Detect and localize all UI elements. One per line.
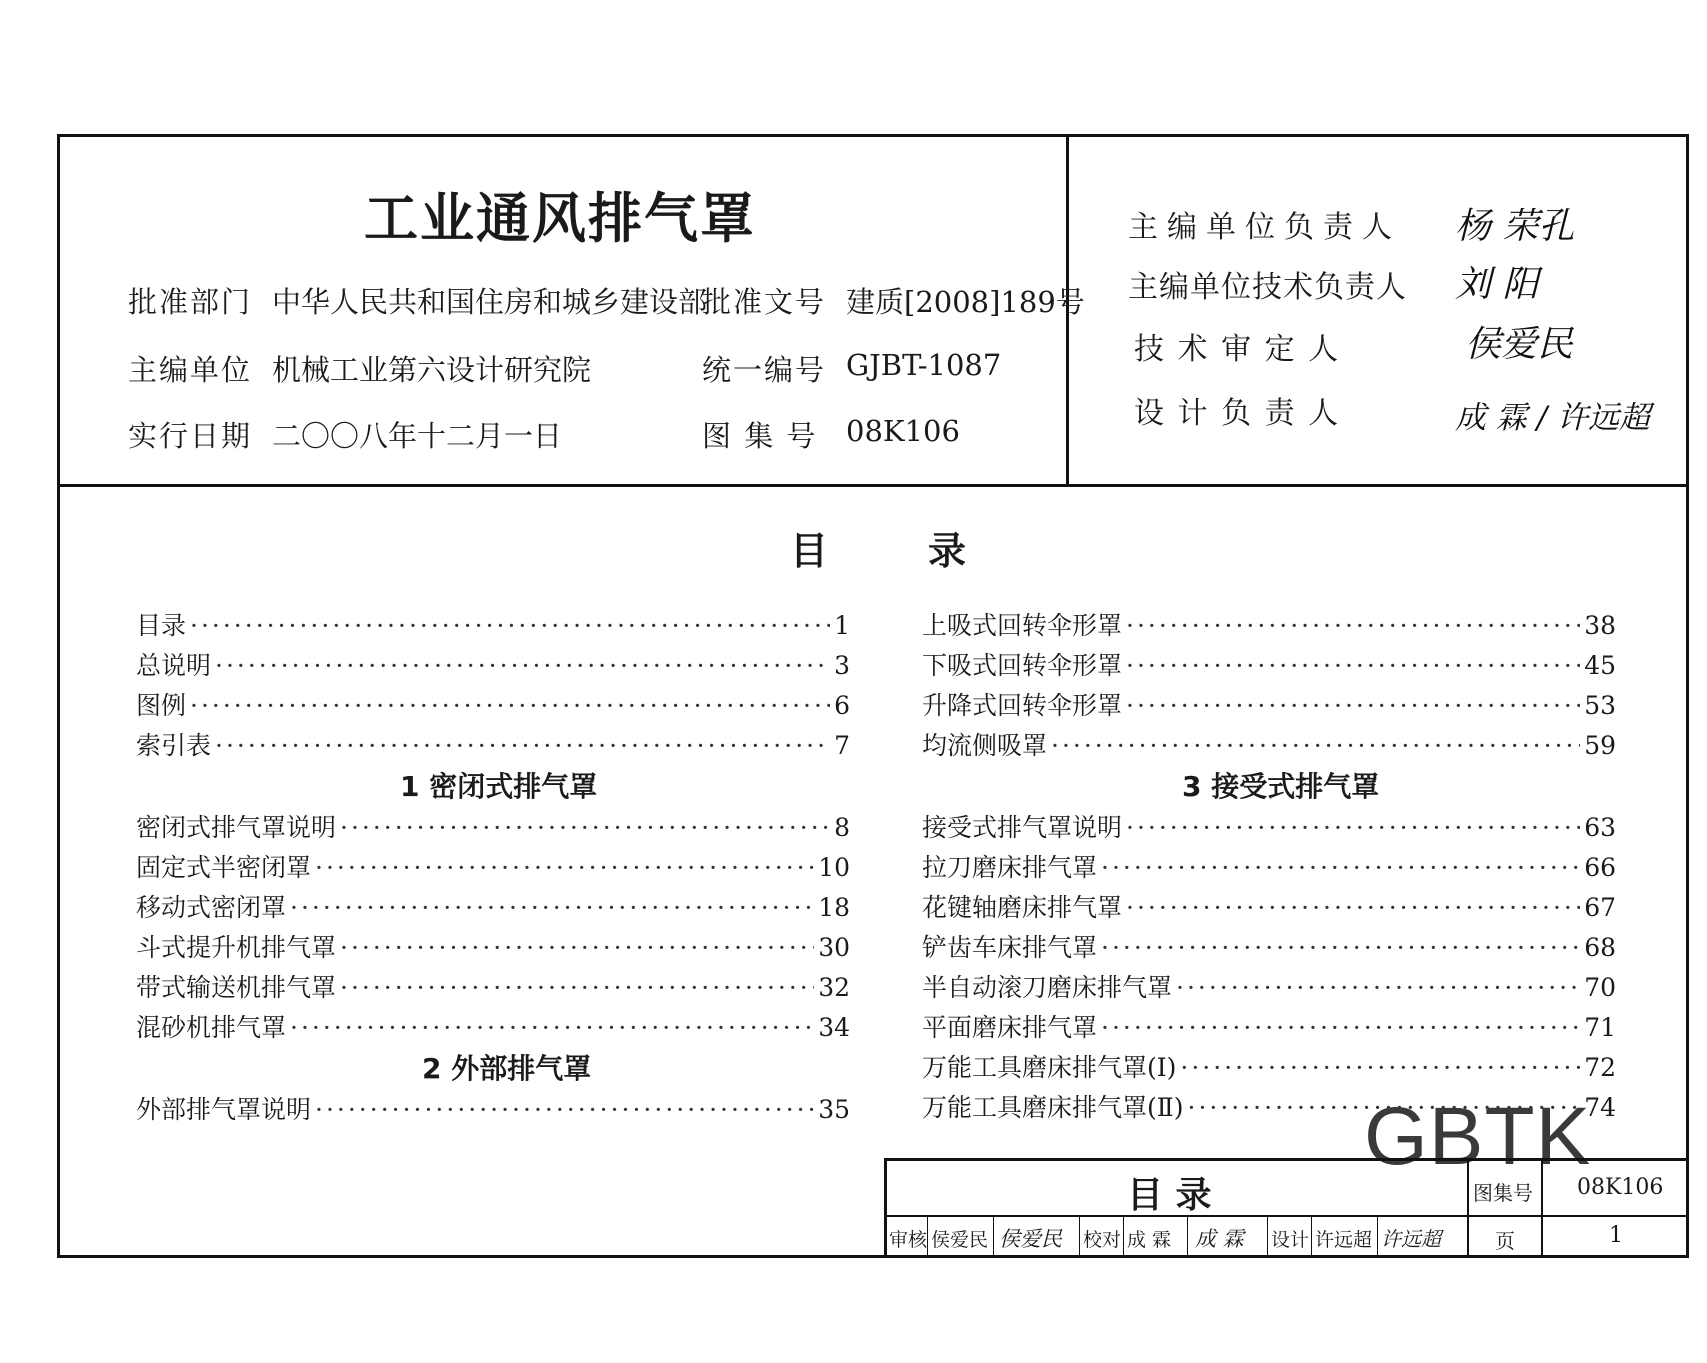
toc-left-column [136,606,850,1130]
toc-entry-page: 3 [834,651,850,680]
toc-entry[interactable] [922,1048,1616,1088]
toc-entry-page: 1 [834,611,850,640]
signature: 成 霖 / 许远超 [1455,400,1651,436]
toc-entry-page: 18 [818,893,850,922]
toc-entry-page: 32 [818,973,850,1002]
toc-entry[interactable] [136,606,850,646]
design-name: 许远超 [1315,1229,1373,1251]
title-block [884,1158,1689,1258]
signature: 杨 荣孔 [1455,206,1575,247]
leader-dots [1126,606,1580,646]
title-block-rule [1377,1217,1378,1258]
toc-entry-title: 移动式密闭罩 [136,893,287,922]
header-bottom-rule [57,484,1689,487]
toc-entry-page: 7 [834,731,850,760]
approval-dept-label: 批准部门 [128,285,253,319]
toc-entry[interactable] [922,888,1616,928]
toc-entry[interactable] [136,928,850,968]
leader-dots [1051,726,1580,766]
check-label: 校对 [1083,1229,1122,1251]
leader-dots [1126,646,1580,686]
toc-entry-title: 下吸式回转伞形罩 [922,651,1123,680]
unified-no: GJBT-1087 [846,348,1002,382]
toc-entry-title: 固定式半密闭罩 [136,853,312,882]
toc-entry-page: 68 [1584,933,1616,962]
leader-dots [315,1090,814,1130]
responsible-label: 技 术 审 定 人 [1134,332,1341,367]
toc-section-heading: 1 密闭式排气罩 [400,770,598,803]
check-name: 成 霖 [1127,1229,1172,1251]
title-block-rule [887,1215,1689,1217]
toc-right-column [922,606,1616,1128]
toc-entry[interactable] [922,928,1616,968]
toc-entry-title: 花键轴磨床排气罩 [922,893,1123,922]
leader-dots [290,1008,814,1048]
toc-entry-page: 35 [818,1095,850,1124]
approval-doc-label: 批准文号 [702,285,827,319]
review-name: 侯爱民 [931,1229,989,1251]
signature: 许远超 [1381,1227,1441,1251]
responsible-label: 设 计 负 责 人 [1134,396,1341,431]
toc-entry-title: 升降式回转伞形罩 [922,691,1123,720]
leader-dots [215,646,830,686]
toc-entry-page: 30 [818,933,850,962]
toc-entry[interactable] [922,686,1616,726]
effective-date-label: 实行日期 [128,419,253,453]
leader-dots [190,606,830,646]
toc-entry-page: 10 [818,853,850,882]
editor-unit: 机械工业第六设计研究院 [272,353,592,387]
toc-entry-page: 45 [1584,651,1616,680]
unified-no-label: 统一编号 [702,353,827,387]
title-block-rule [1187,1217,1188,1258]
signature: 侯爱民 [1465,324,1574,365]
toc-entry[interactable] [136,1090,850,1130]
toc-entry[interactable] [136,888,850,928]
watermark: GBTK [1364,1091,1592,1182]
toc-entry-page: 66 [1584,853,1616,882]
leader-dots [315,848,814,888]
leader-dots [290,888,814,928]
approval-dept: 中华人民共和国住房和城乡建设部 [272,285,708,319]
toc-entry-title: 平面磨床排气罩 [922,1013,1098,1042]
toc-entry-page: 53 [1584,691,1616,720]
toc-entry-title: 斗式提升机排气罩 [136,933,337,962]
toc-entry-page: 38 [1584,611,1616,640]
toc-entry-title: 万能工具磨床排气罩(Ⅱ) [922,1093,1184,1122]
atlas-no-label: 图 集 号 [702,419,818,453]
toc-entry-page: 72 [1584,1053,1616,1082]
title-block-rule [1079,1217,1080,1258]
toc-entry-page: 63 [1584,813,1616,842]
toc-entry[interactable] [136,646,850,686]
toc-section-heading: 3 接受式排气罩 [1182,770,1380,803]
toc-heading [790,520,966,575]
toc-entry[interactable] [136,1008,850,1048]
toc-entry[interactable] [922,808,1616,848]
toc-heading-left: 目 [790,529,829,573]
editor-unit-label: 主编单位 [128,353,253,387]
toc-entry[interactable] [136,686,850,726]
toc-entry-title: 半自动滚刀磨床排气罩 [922,973,1173,1002]
toc-entry-title: 密闭式排气罩说明 [136,813,337,842]
toc-entry-title: 上吸式回转伞形罩 [922,611,1123,640]
leader-dots [1176,968,1580,1008]
title-block-rule [993,1217,994,1258]
leader-dots [1101,848,1580,888]
signature: 成 霖 [1195,1227,1244,1251]
title-block-title: 目 录 [1127,1175,1212,1216]
toc-entry-title: 接受式排气罩说明 [922,813,1123,842]
leader-dots [340,928,814,968]
leader-dots [1101,1008,1580,1048]
toc-entry-page: 74 [1584,1093,1616,1122]
responsible-label: 主编单位负责人 [1128,210,1401,245]
toc-entry-title: 带式输送机排气罩 [136,973,337,1002]
toc-entry-title: 混砂机排气罩 [136,1013,287,1042]
leader-dots [340,968,814,1008]
leader-dots [1126,888,1580,928]
design-label: 设计 [1271,1229,1310,1251]
toc-entry[interactable] [922,968,1616,1008]
responsible-label: 主编单位技术负责人 [1128,270,1407,305]
page-number: 1 [1609,1223,1623,1248]
toc-entry[interactable] [136,968,850,1008]
toc-entry[interactable] [136,848,850,888]
title-block-atlas-label: 图集号 [1473,1181,1533,1205]
leader-dots [190,686,830,726]
toc-entry-page: 6 [834,691,850,720]
toc-entry-page: 34 [818,1013,850,1042]
toc-entry-title: 万能工具磨床排气罩(Ⅰ) [922,1053,1177,1082]
toc-entry-title: 均流侧吸罩 [922,731,1048,760]
atlas-title: 工业通风排气罩 [364,187,756,250]
toc-heading-right: 录 [928,529,967,573]
atlas-no: 08K106 [846,414,960,448]
leader-dots [1101,928,1580,968]
title-block-rule [1267,1217,1268,1258]
toc-entry[interactable] [136,726,850,766]
toc-entry-title: 图例 [136,691,187,720]
title-block-atlas-no: 08K106 [1577,1175,1664,1200]
approval-doc: 建质[2008]189号 [846,285,1085,319]
toc-entry[interactable] [922,848,1616,888]
title-block-rule [1467,1161,1469,1258]
toc-section-heading: 2 外部排气罩 [422,1052,592,1085]
toc-entry[interactable] [922,726,1616,766]
review-label: 审核 [889,1229,928,1251]
toc-entry-page: 67 [1584,893,1616,922]
toc-entry-title: 目录 [136,611,187,640]
toc-entry-page: 59 [1584,731,1616,760]
leader-dots [1126,808,1580,848]
title-block-rule [1541,1161,1543,1258]
toc-entry-title: 外部排气罩说明 [136,1095,312,1124]
toc-entry[interactable] [136,808,850,848]
toc-entry-title: 索引表 [136,731,212,760]
toc-entry-page: 71 [1584,1013,1616,1042]
title-block-rule [927,1217,928,1258]
page-label: 页 [1495,1229,1515,1253]
toc-entry[interactable] [922,606,1616,646]
toc-entry[interactable] [922,1008,1616,1048]
leader-dots [1126,686,1580,726]
toc-entry-title: 总说明 [136,651,212,680]
toc-entry-page: 8 [834,813,850,842]
effective-date: 二〇〇八年十二月一日 [272,419,563,453]
leader-dots [340,808,830,848]
signature: 刘 阳 [1455,264,1539,305]
toc-entry-title: 铲齿车床排气罩 [922,933,1098,962]
signature: 侯爱民 [999,1227,1062,1251]
toc-entry-title: 拉刀磨床排气罩 [922,853,1098,882]
toc-entry-page: 70 [1584,973,1616,1002]
title-block-rule [1123,1217,1124,1258]
title-block-rule [1311,1217,1312,1258]
leader-dots [1180,1048,1580,1088]
toc-entry[interactable] [922,646,1616,686]
leader-dots [215,726,830,766]
